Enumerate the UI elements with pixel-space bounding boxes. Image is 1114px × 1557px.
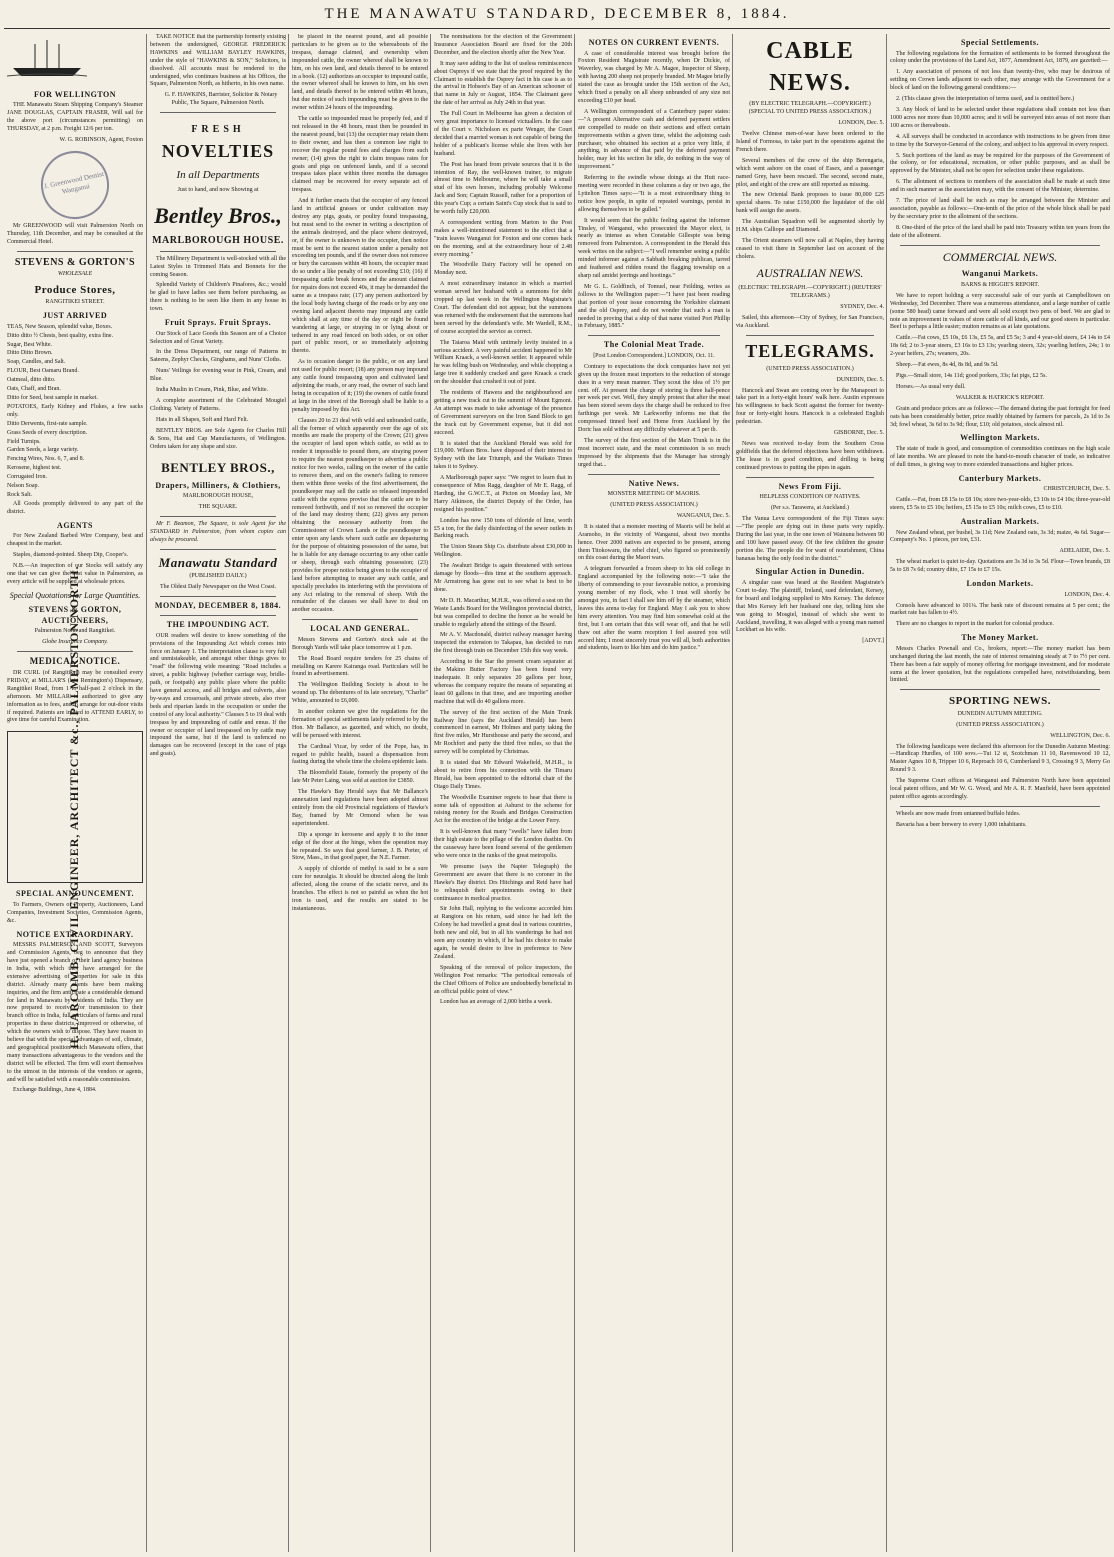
market-cattle: Cattle.—Fat cows, £5 10s, £6 13s, £5 5s, and £5 5s; 3 and 4 year-old steers, £4 14s to £4 18s 6d; 2 to 3-year steers, £3 16s to £3 13s; yearling steers, 32s; yearling heifers, 24s; 1 to 2-year heifers, 27s; weaners, 20s. — [890, 335, 1110, 358]
market-text: New Zealand wheat, per bushel, 3s 11d; New Zealand oats, 3s 3d; maize, 4s 6d. Sugar—Company's No. 1 pieces, per ton, £31. — [890, 529, 1110, 544]
dress-text: In the Dress Department, our range of Patterns in Sateens, Zephyr Checks, Ginghams, and Nuns' Cloths. — [150, 349, 286, 364]
wellington-markets: Wellington Markets. — [960, 433, 1040, 443]
greenwood-notice: Mr GREENWOOD will visit Palmerston North on Thursday, 11th December, and may be consulted at the Commercial Hotel. — [7, 222, 143, 245]
local-item: London has an average of 2,000 births a week. — [440, 999, 552, 1006]
local-item: The Taiaroa Maid with untimely levity insisted in a serious accident. A very painful accident happened to Mr William Kraack, a well-known settler. It appeared while he was felling bush on Wednesday, and while chopping a large tree it suddenly cracked and gave Kraack a crack on the shoulder that crushed it out of joint. — [434, 339, 572, 386]
steamer-signature: W. G. ROBINSON, Agent, Foxton — [59, 137, 143, 144]
splendid-text: Splendid Variety of Children's Pinafores, &c.; would be glad to have ladies see them before purchasing, as there is nothing to be seen like them in any house in town. — [150, 282, 286, 313]
nb-note: N.B.—An inspection of our Stocks will satisfy any one that we can give the best value in Palmerston, as every article will be supplied at wholesale prices. — [7, 562, 143, 585]
article-paragraph: The cattle so impounded must be properly fed, and if not released in the 48 hours, must then be pounded in the nearest pound, but (13) the occupier may retain them to their owner, and has then a common law right to recover the regular pound fees and charges from such owner; (14) gives the right to claim trespass rates for goats and pigs on unfenced lands, and if a second trespass takes place within three months the damages claimed may be recovered for every separate act of trespass. — [292, 116, 428, 194]
globe-insurance: Globe Insurance Company. — [42, 639, 108, 646]
regulation-item: 1. Any association of persons of not less than twenty-five, who may be desirous of settling on Crown lands adjacent to each other, may arrange with the Government for a block of land on the following general conditions:— — [890, 69, 1110, 92]
regulation-item: 4. All surveys shall be conducted in accordance with instructions to be given from time to time by the Surveyor-General of the colony, and subject to his approval in every respect. — [890, 133, 1110, 148]
issue-date: MONDAY, DECEMBER 8, 1884. — [154, 600, 282, 610]
australian-markets: Australian Markets. — [960, 516, 1040, 526]
local-item: The Full Court in Melbourne has given a decision of very great importance to licensed victuallers. In the case of the Court v. Nicholson ex parte Wenger, the Court decided that a married woman is not capable of being the holder of a publican's license while she lives with her husband. — [434, 111, 572, 157]
list-item: POTATOES, Early Kidney and Flukes, a few sacks only. — [7, 403, 143, 418]
millinery-text: The Millinery Department is well-stocked with all the Latest Styles in Trimmed Hats and Bonnets for the coming Season. — [150, 255, 286, 278]
divider — [160, 596, 276, 597]
palmerston-location: Palmerston North and Rangitikei. — [34, 628, 116, 635]
dateline: ADELAIDE, Dec. 5. — [1059, 548, 1110, 555]
local-item: A Marlborough paper says: "We regret to learn that in consequence of Miss Ragg, daughter of Mr E. Ragg, of Harding, the G.W.C.T., at Picton on Monday last, Mr Harry Atkinson, the district Deputy of the Order, has resigned his position." — [434, 475, 572, 513]
list-item: Corrugated Iron. — [7, 474, 47, 481]
local-item: The Road Board require tenders for 25 chains of metalling on Karere Kairanga road. Particulars will be found in advertisement. — [292, 655, 428, 678]
local-item: In another column we give the regulations for the formation of special settlements lately referred to by the Hon. Mr Ballance, as gazetted, and which, no doubt, will be perused with interest. — [292, 709, 428, 739]
column-1 — [4, 34, 146, 1552]
regulation-item: 3. Any block of land to be selected under these regulations shall contain not less than 1000 acres nor more than 10,000 acres; and it will be surveyed into areas of not more than 100 acres or thereabouts. — [890, 106, 1110, 129]
cable-item: Twelve Chinese men-of-war have been ordered to the Island of Formosa, to take part in the operations against the French there. — [736, 131, 884, 153]
column-6 — [732, 34, 887, 1552]
local-item: The Woodville Examiner regrets to hear that there is some talk of opposition at Ashurst to the scheme for raising money for the Roads and Bridges Construction Act for the erection of the bridge at the Lower Ferry. — [434, 794, 572, 825]
market-text: Consols have advanced to 101¼. The bank rate of discount remains at 5 per cent.; the market rate has fallen to 4½. — [890, 602, 1110, 617]
for-wellington-heading: FOR WELLINGTON — [33, 89, 117, 99]
local-item: A supply of chloride of methyl is said to be a sure cure for neuralgia. It should be directed along the limb affected, along the course of the sciatic nerve, and its branches. The effect is not so painful as when the hot iron is used, and the results are stated to be instantaneous. — [292, 866, 428, 912]
sporting-news-heading: SPORTING NEWS. — [949, 695, 1051, 708]
article-paragraph: be placed in the nearest pound, and all possible particulars to be given as to the whereabouts of the trespass, damage claimed, and ownership when impounded cattle, the owner whereof shall be known to him, on his own land, and details thereof to be entered in a book. (12) authorizes an occupier to impound cattle, the owner whereof shall be known to him, on his own land, and details thereof to be entered within 48 hours, but due notice of such impounding must be given to the owner within 24 hours of the impounding. — [292, 34, 428, 112]
stevens-heading: STEVENS & GORTON'S — [14, 256, 136, 268]
cable-item: The Australian Squadron will be augmented shortly by H.M. ships Calliope and Diamond. — [736, 219, 884, 234]
notes-item: It would seem that the public feeling against the informer Tinsley, of Wanganui, who prosecuted the Mayor elect, is nearly as intense as when Constable Gillespie was being removed from Palmerston. A correspondent in the Herald this week writes on the subject:—"I well remember seeing a public minded informer against a Sabbath breaking publican, tarred and feathered and ridden round the flagging township on a sharp rail amidst jeerings and hootings." — [578, 217, 730, 280]
dateline: WELLINGTON, Dec. 6. — [1050, 732, 1110, 739]
all-departments: In all Departments — [176, 169, 260, 182]
masthead: THE MANAWATU STANDARD, DECEMBER 8, 1884. — [324, 6, 790, 22]
divider — [160, 112, 276, 113]
regulation-item: 2. (This clause gives the interpretation of terms used, and is omitted here.) — [896, 96, 1075, 103]
singular-heading: Singular Action in Dunedin. — [755, 567, 865, 577]
regulation-item: 5. Such portions of the land as may be required for the purposes of the Government of the colony, or for educational, recreation, or other public purposes, and as shall be approved by the Minister, shall not be open for selection under these regulations. — [890, 152, 1110, 175]
special-quotations: Special Quotations for Large Quantities. — [9, 590, 141, 600]
australian-news-sub: (ELECTRIC TELEGRAPH.—COPYRIGHT.) (REUTERS' TELEGRAMS.) — [738, 285, 882, 300]
local-item: Mr A. V. Macdonald, district railway manager having inspected the extension to Takapau, has decided to run the first through train on December 15th this way week. — [434, 632, 572, 655]
column-4 — [430, 34, 575, 1552]
local-item: Messrs Stevens and Gorton's stock sale at the Borough Yards will take place tomorrow at 1 p.m. — [292, 636, 428, 651]
list-item: Fencing Wires, Nos. 6, 7, and 8. — [7, 456, 85, 463]
special-settlements-heading: Special Settlements. — [961, 38, 1039, 47]
local-item: The survey of the first section of the Main Trunk Railway line (says the Auckland Herald) has been commenced in earnest, Mr Holmes and party taking the first five miles, Mr Hursthouse and party the second, and Mr Rochfort and party the third five miles, so that the survey will be completed by Christmas. — [434, 709, 572, 756]
novelties-heading: NOVELTIES — [161, 141, 275, 162]
divider — [302, 619, 418, 620]
divider — [900, 689, 1100, 690]
impounding-text: OUR readers will desire to know something of the provisions of the Impounding Act which comes into force on January 1. The interpretation clause is very full and unmistakeable, and amongst other things gives to "road" the following wide meaning: "Road includes a street, a public highway (whether carriage way, bridle-path, or footpath) any public place where the public have general access, and all bridges and culverts, also by-ways and crossroads, and private streets, also river beds and riparian lands in the occupation or under the control of any local authority." Clauses 5 to 19 deal with trespass by and impounding of cattle and emus. If the owner or occupier of land trespassed on by cattle may impound the same, but if the land is unfenced no damages can be recovered (except in the case of pigs and goats). — [150, 632, 286, 758]
to-farmers: To Farmers, Owners of Property, Auctioneers, Land Companies, Investment Societies, Commission Agents, &c. — [7, 901, 143, 924]
divider — [17, 251, 133, 252]
australian-item: Sailed, this afternoon—City of Sydney, for San Francisco, via Auckland. — [736, 315, 884, 330]
market-text: Grain and produce prices are as follows:—The demand during the past fortnight for feed oats has been considerably better, price readily obtained by farmers for parcels, 2s 1d to 3s 3d; fowl wheat, 3s 6d to 3s 9d; flour, £10; old potatoes, stock almost nil. — [890, 405, 1110, 428]
local-item: The nominations for the election of the Government Insurance Association Board are fixed for the 20th December, and the election shortly after the New Year. — [434, 34, 572, 56]
advt-label: [ADVT.] — [862, 638, 884, 645]
singular-text: A singular case was heard at the Resident Magistrate's Court to-day. The plaintiff, Ireland, sued defendant, Kersey, for board and lodging supplied to Mrs Kersey. The defence that Mrs Kersey left her husband one day, telling him she was going to Mosgiel, instead of which she went to Auckland, travelling, it was alleged with a young man named Lockhart as his wife. — [736, 579, 884, 634]
native-text-2: A telegram forwarded a frozen sheep to his old college in England accompanied by the following note:—"I take the liberty of commending to your favourable notice, a promising young member of my flock, who I trust will shortly be amongst you, in fact I shall see him off by the steamer, which leaves this arena to-day for England. May I ask you to show him every attention. You may find him somewhat cold at the first, but I am certain that this will wear off, and that he will thaw out after the warm reception I feel assured you will accord him; I most sincerely trust you will all, both authorities and students, learn to like him and do him justice." — [578, 566, 730, 652]
local-item: The Hawke's Bay Herald says that Mr Ballance's annexation land regulations have been adopted almost entirely from the old Provincial regulations of Hawke's Bay, framed by Mr Ormond when he was superintendent. — [292, 789, 428, 827]
local-item: The Cardinal Vicar, by order of the Pope, has, in regard to public health, issued a dispensation from fasting during the whole time the cholera epidemic lasts. — [292, 743, 428, 766]
money-market: The Money Market. — [961, 633, 1039, 643]
just-to-hand: Just to hand, and now Showing at — [177, 186, 259, 193]
hats-text: Hats in all Shapes, Soft and Hard Felt. — [156, 416, 249, 423]
rangitikei-street: RANGITIKEI STREET. — [45, 299, 105, 306]
article-paragraph: Clauses 20 to 23 deal with wild and unbranded cattle, all the former of which apparently over the age of six months are made the property of the Crown; (21) gives the occupier of land upon which cattle, so wild as to render it impossible to pound them, are straying power to require the nearest poundkeeper to advertise a public notice for two weeks, calling on the owner of the cattle to remove them, and on the owner's failing to remove them within three weeks of the first advertisement, the poundkeeper may sell the cattle so released impounded cattle with the express proviso that the cattle are to be removed forthwith, and if not so removed the occupier of the land may destroy them; (22) gives any person obtaining the necessary authority from the Commissioner of Crown Lands or the poundkeeper to enter upon any lands where such cattle are depasturing for the purpose of obtaining possession of the same, but he is liable for any damage occurring to any other cattle or sheep, through such obtaining possession; (23) provides for proper notice being given to the occupier of land before attempting to muster any such cattle, and specially precludes its interfering with the provisions of any Act relating to the removal of sheep. With the remainder of the clauses we shall have to deal on another occasion. — [292, 417, 428, 614]
hawkins-signature: G. F. HAWKINS, Barrister, Solicitor & Notary Public, The Square, Palmerston North. — [164, 92, 278, 107]
wholesale-label: WHOLESALE — [57, 270, 93, 277]
bentley-bros-heading: BENTLEY BROS., — [161, 460, 275, 476]
dateline: GISBORNE, Dec. 5. — [833, 430, 884, 437]
local-item: Speaking of the removal of police inspectors, the Wellington Post remarks: "The periodical removals of the Chief Officers of Police are undoubtedly beneficial in an official public point of view." — [434, 964, 572, 995]
list-item: Grass Seeds of every description. — [7, 429, 88, 436]
market-text: The state of trade is good, and consumption of commodities continues on the high scale of late months. We are pleased to note the hand-to-mouth character of trade, so indicative of dull times, is giving way to more extended transactions and higher prices. — [890, 446, 1110, 468]
list-item: FLOUR, Best Oamaru Brand. — [7, 368, 79, 375]
lace-text: Our Stock of Lace Goods this Season are of a Choice Selection and of Great Variety. — [150, 330, 286, 345]
telegrams-heading: TELEGRAMS. — [745, 341, 875, 362]
column-7 — [886, 34, 1113, 1552]
marlborough-house-2: MARLBOROUGH HOUSE, — [182, 493, 253, 500]
dateline: WANGANUI, Dec. 5. — [676, 512, 730, 519]
local-item: The Wellington Building Society is about to be wound up. The debentures of its late secretary, "Charlie" White, amounted to £6,000. — [292, 682, 428, 705]
beamon-notice: Mr F. Beamon, The Square, is sole Agent for the STANDARD in Palmerston, from whom copies can always be procured. — [150, 520, 286, 543]
divider — [160, 516, 276, 517]
market-text: Cattle.—Fat, from £8 15s to £8 10s; store two-year-olds, £3 10s to £4 10s; three-year-old steers, £5 5s to £5 10s; heifers, £5 15s to £5 10s; milch cows, £5 to £10. — [890, 497, 1110, 512]
ship-icon — [7, 38, 87, 78]
colonial-meat-text-2: The survey of the first section of the Main Trunk is in the most incorrect state, and the meat commission is so much impressed by the shipments that the Manager has strongly urged that... — [578, 437, 730, 468]
list-item: Ditto Derwents, first-rate sample. — [7, 420, 88, 427]
market-sheep: Sheep.—Fat ewes, 8s 4d, 8s 8d, and 9s 5d. — [896, 362, 999, 369]
local-item: The Awahuri Bridge is again threatened with serious damage by floods—this time at the southern approach. Mr Armstrong has gone out to see what is best to be done. — [434, 563, 572, 593]
london-markets: London Markets. — [966, 579, 1034, 589]
barbed-wire-note: For New Zealand Barbed Wire Company, best and cheapest in the market. — [7, 533, 143, 548]
wanganui-markets: Wanganui Markets. — [961, 269, 1039, 279]
stamp-text: J. Greenwood Dentist Wanganui — [43, 169, 105, 196]
stevens-auctioneers: STEVENS & GORTON, AUCTIONEERS, — [28, 605, 122, 625]
corsets-text: A complete assortment of the Celebrated Mougiel Clothing. Variety of Patterns. — [150, 397, 286, 412]
dunedin-autumn: DUNEDIN AUTUMN MEETING. — [957, 710, 1043, 717]
dateline: DUNEDIN, Dec. 5. — [836, 376, 884, 383]
medical-notice-heading: MEDICAL NOTICE. — [29, 656, 121, 667]
list-item: Ditto ditto ½ Chests, best quality, extra fine. — [7, 332, 114, 339]
agents-heading: AGENTS — [57, 520, 93, 530]
united-press-label: (UNITED PRESS ASSOCIATION.) — [956, 721, 1044, 728]
divider — [160, 615, 276, 616]
regulation-item: 8. One-third of the price of the land shall be paid into Treasury within ten years from the date of the allotment. — [890, 224, 1110, 239]
list-item: Oats, Chaff, and Bran. — [7, 386, 61, 393]
marlborough-house: MARLBOROUGH HOUSE. — [152, 234, 284, 246]
steamer-notice: THE Manawatu Steam Shipping Company's Steamer JANE DOUGLAS, CAPTAIN FRASER, Will sail for the above port (circumstances permitting) on THURSDAY, at 2 p.m. Freight 12/6 per ton. — [7, 102, 143, 133]
local-item: We presume (says the Napier Telegraph) the Government are aware that there is no coroner in the Hawke's Bay district. Drs Hitchings and Reid have had to relinquish their appointments owing to their continuance in medical practice. — [434, 863, 572, 902]
notes-heading: NOTES ON CURRENT EVENTS. — [588, 38, 720, 47]
list-item: Kerosene, highest test. — [7, 465, 62, 472]
manawatu-standard-title: Manawatu Standard — [158, 554, 278, 570]
colonial-meat-sub: [Post London Correspondent.] LONDON, Oct. 11. — [593, 352, 715, 359]
cable-item: Several members of the crew of the ship Berengaria, which went ashore on the coast of Essex, and a passenger named Grey, have been rescued. The second, second mate, pilot, and eight of the crew are still reported as missing. — [736, 157, 884, 188]
staples-note: Staples, diamond-pointed. Sheep Dip, Cooper's. — [13, 552, 129, 559]
divider — [160, 549, 276, 550]
market-text: The wheat market is quiet to-day. Quotations are 3s 3d to 3s 5d. Flour—Town brands, £8 5s to £8 7s 6d; country ditto, £7 15s to £7 15s. — [890, 559, 1110, 574]
divider — [588, 474, 720, 475]
divider — [588, 335, 720, 336]
market-text: Messrs Charles Pownall and Co., brokers, report:—The money market has been unchanged during the last month, the rate of interest remaining steady at 7 to 7½ per cent. There has been a fair supply of money offering for mortgage investment, and for moderate sums at the lower quotation, but the regulations compelled have, notwithstanding, been limited. — [890, 645, 1110, 684]
local-item: The Woodville Dairy Factory will be opened on Monday next. — [434, 262, 572, 277]
cable-item: The new Oriental Bank proposes to issue 80,000 £25 special shares. To raise £150,000 the liquidator of the old bank will assign the assets. — [736, 192, 884, 215]
local-item: It is stated that Mr Edward Wakefield, M.H.R., is about to retire from his connection with the Timaru Herald, has been appointed to the editorial chair of the Otago Daily Times. — [434, 760, 572, 790]
telegram-item: Hancock and Swan are coming over by the Manapouri to take part in a forty-eight hours' walk here. Austin expresses his willingness to back Scott against the former for twenty-four or forty-eight hours. Hancock is a celebrated English pedestrian. — [736, 387, 884, 426]
divider — [746, 477, 874, 478]
list-item: Ditto Ditto Brown. — [7, 350, 53, 357]
list-item: Nelson Soap. — [7, 483, 39, 490]
native-news-heading: Native News. — [628, 478, 680, 488]
list-item: Soap, Candles, and Salt. — [7, 359, 66, 366]
market-text: There are no changes to report in the market for colonial produce. — [896, 621, 1054, 628]
local-item: Mr D. H. Macarthur, M.H.R., was offered a seat on the Waste Lands Board for the Wellington provincial district, but was compelled to decline the honor as he would be unable to regularly attend the sittings of the Board. — [434, 597, 572, 628]
helpless-sub: HELPLESS CONDITION OF NATIVES. — [759, 494, 861, 501]
notice-extraordinary: NOTICE EXTRAORDINARY. — [16, 929, 134, 939]
just-arrived: JUST ARRIVED — [42, 311, 108, 321]
nuns-text: Nuns' Veilings for evening wear in Pink, Cream, and Blue. — [150, 368, 286, 383]
bentley-bros-title: Bentley Bros., — [154, 202, 282, 228]
colonial-meat-heading: The Colonial Meat Trade. — [603, 340, 705, 350]
market-pigs: Pigs.—Small store, 14s 11d; good porkers, 33s; fat pigs, £2 5s. — [896, 373, 1047, 380]
local-item: It is well-known that many "swells" have fallen from their high estate to the pillage of the London dustbin. On the causeway have been found several of the gentlemen who were once in the ranks of the great metropolis. — [434, 829, 572, 859]
medical-notice-text: DR CURL (of Rangitikei) may be consulted every FRIDAY, at MILLAR'S (late Remington's) Dispensary, Rangitikei Road, from 1 to half-past 2 o'clock in the afternoon. Mr MILLAR is authorized to give any information as to fees, and to arrange for out-door visits if required. Patients are invited to ATTEND EARLY, to give time for careful Examination. — [7, 670, 143, 724]
fresh-heading: FRESH — [191, 124, 245, 136]
regulation-item: 6. The allotment of sections to members of the association shall be made at such time and in such manner as the association may, with the consent of the Minister, determine. — [890, 179, 1110, 194]
divider — [900, 806, 1100, 807]
local-item: The Bloomfield Estate, formerly the property of the late Mr Peter Laing, was sold at auction for £3850. — [292, 770, 428, 785]
divider — [746, 335, 874, 336]
walker-report: WALKER & HATRICK'S REPORT. — [955, 394, 1045, 401]
local-item: London has now 150 tons of chloride of lime, worth £5 a ton, for the daily disinfecting of the sewer outlets in Barking reach. — [434, 517, 572, 540]
special-announcement: SPECIAL ANNOUNCEMENT. — [16, 889, 134, 899]
impounding-heading: THE IMPOUNDING ACT. — [166, 620, 270, 630]
local-item: It is stated that the Auckland Herald was sold for £19,000. Wilson Bros. have disposed of their interest to Sydney with the late Triumph, and the Waikato Times takes it to Sydney. — [434, 440, 572, 471]
india-text: India Muslin in Cream, Pink, Blue, and White. — [156, 387, 269, 394]
list-item: Sugar, Best White. — [7, 341, 52, 348]
colonial-meat-text: Contrary to expectations the dock companies have not yet given up the frozen meat importers to the reduction of storage dues in a very mean manner. They scout the idea of 1½ per cent. off. At present the charge of storing is three half-pence per week per cwt. Well, they simply protest that after the meat has been stored seven days the charge shall be reduced to five farthings per week. Mr Larkworthy informs me that the compressed tinned beef and Home from Auckland by the Doric has sold without any difficulty whatever at 5 per ib. — [578, 363, 730, 434]
list-item: Oatmeal, ditto ditto. — [7, 377, 56, 384]
local-item: The Post has heard from private sources that it is the intention of Ray, the well-known trainer, to migrate almost time to Melbourne, where he will take a small stud of his own horses, including probably Welcome Jack and Son; Captain Russell, rather for a proportion of this year's Cup; a certain Saint's Cup stock that is said to be worth fully £20,000. — [434, 161, 572, 216]
notes-item: A case of considerable interest was brought before the Foxton Resident Magistrate recently, when Dr Dickie, of Waverley, was charged by Mr A. Magee, Inspector of Sheep, with having 200 sheep not properly branded. Mr Magee briefly stated the case as brought under the 15th section of the Act, which fixed a penalty on all sheep unbranded of any size not exceeding £10 per head. — [578, 50, 730, 104]
bavaria-note: Bavaria has a beer brewery to every 1,000 inhabitants. — [896, 821, 1027, 828]
local-item: A correspondent writing from Marton to the Post makes a well-intentioned statement to the effect that a "train leaves Wanganui for Foxton and one comes back on the morning, and at the extraordinary hour of 2.48 every morning." — [434, 219, 572, 258]
supreme-court-note: The Supreme Court offices at Wanganui and Palmerston North have been appointed local patent offices, and Mr W. G. Wood, and Mr A. R. F. Manfield, have been appointed patent office agents accordingly. — [890, 778, 1110, 800]
article-paragraph: As to occasion danger to the public, or on any land not used for public resort; (18) any person may impound any cattle found trespassing upon and cultivated land adjoining the roads, or any road, the owner of such land being in occupation of it; (19) the owners of cattle found at large in the street of the Borough shall be liable to a penalty imposed by this Act. — [292, 359, 428, 413]
notes-item: A Wellington correspondent of a Canterbury paper states:—"A present Alternative cash and deferred payment settlers are compelled to reside on their sections and effect certain improvements within a given time, whilst the adjoining cash purchaser, who obtained his section at a price very little, if anything, in advance of that paid by the deferred payment holder, may let his section lie idle, do nothing in the way of improvement." — [578, 108, 730, 171]
list-item: Garden Seeds, a large variety. — [7, 447, 79, 454]
notes-item: Referring to the swindle whose doings at the Hutt race-meeting were recorded in these columns a day or two ago, the Lyttelton Times says:—"It is a most extraordinary thing to notice how people, in spite of repeated warnings, persist in allowing themselves to be gulled." — [578, 175, 730, 213]
bentley-sole-text: BENTLEY BROS. are Sole Agents for Charles Hill & Sons, Hat and Cap Manufacturers, of Wellington. Orders taken for any shape and size. — [150, 427, 286, 450]
article-paragraph: And it further enacts that the occupier of any fenced land in artificial grasses or under cultivation may destroy any pigs, goats, or poultry found trespassing, but must send to the owner in writing a description of the animals destroyed, and the place where destroyed, or, if the owner is unknown to the occupier, then notice must be sent to the nearest station under a penalty not exceeding ten pounds, and if the owner does not remove or bury the carcasses within 48 hours, the occupier must do so under a like penalty of not exceeding £10; (16) if trespassing cattle break fences and the amount claimed for repairs does not exceed 40s, it may be demanded the same as a trespass rate; (17) any person authorized by the local body having charge of the roads or by any one owning land adjacent thereto may impound any cattle which shall at any time of the day or night be found wandering at large, or straying in or lying about or tethered in any road fenced on both sides, or on other part of public resort, or so immediately adjoining thereto. — [292, 198, 428, 355]
list-item: TEAS, New Season, splendid value, Boxes. — [7, 323, 113, 330]
sporting-text: The following handicaps were declared this afternoon for the Dunedin Autumn Meeting:—Handicap Hurdles, of 100 sovs.—Tui 12 st, Scotchman 11 10, Ravenswood 10 12, Master Agnes 10 8, Tripper 10 6, Reproach 10 6, Cumberland 9 3, Crossing 9 3, Merry Go Round 9 3. — [890, 743, 1110, 774]
published-daily: (PUBLISHED DAILY.) — [189, 572, 247, 579]
local-item: According to the Star the present cream separator at the Makino Butter Factory has been found very inadequate. It only separates 20 gallons per hour, whereas the company require the means of separating at least 60 gallons in that time, and are importing another machine that will do 40 gallons more. — [434, 659, 572, 705]
market-text: We have to report holding a very successful sale of our yards at Campbelltown on Wednesday, 3rd December. There was a numerous attendance, and a large number of cattle (some 580 head) came forward and were all sold except two pens of beef. We are glad to note an improvement in values of store cattle of all kinds, and our good steers in particular. Beef is perhaps a little easier; mutton remains as at late quotations. — [890, 292, 1110, 331]
telegram-item: News was received to-day from the Southern Cross goldfields that the deferred objections have been withdrawn. The lease is in good condition, and drilling is being continued previous to putting the pipes in again. — [736, 441, 884, 471]
cable-item: The Orient steamers will now call at Naples, they having ceased to visit there in September last on account of the cholera. — [736, 237, 884, 260]
column-5 — [574, 34, 733, 1552]
local-general-heading: LOCAL AND GENERAL. — [310, 624, 410, 634]
notes-item: Mr G. L. Goldfinch, of Tomuel, near Feilding, writes as follows to the Wellington paper:—"I have just been reading that portion of your issue concerning the Yorkshire claimant and the old Osprey, and do not wonder that such a man is needed in proving that a ship of that name visited Port Phillip in February, 1885." — [578, 283, 730, 330]
canterbury-markets: Canterbury Markets. — [958, 473, 1042, 483]
cable-sub: (BY ELECTRIC TELEGRAPH.—COPYRIGHT.) (SPECIAL TO UNITED PRESS ASSOCIATION.) — [748, 101, 872, 116]
produce-stores: Produce Stores, — [34, 283, 116, 296]
column-2 — [146, 34, 289, 1552]
special-intro: The following regulations for the formation of settlements to be formed throughout the colony under the provisions of the Land Act, 1877, Amendment Act, 1879, are gazetted:— — [890, 50, 1110, 65]
greenwood-stamp — [35, 145, 116, 226]
monster-meeting: MONSTER MEETING OF MAORIS. — [607, 491, 701, 498]
list-item: Field Turnips. — [7, 438, 41, 445]
commercial-news-heading: COMMERCIAL NEWS. — [942, 249, 1058, 264]
local-item: Sir John Hall, replying to the welcome accorded him at Rangiora on his return, said since he had left the Colony he had travelled a great deal in various countries, both new and old, but in all his wanderings he had not seen any country in which, if he had his choice to make again, he would desire to live in preference to New Zealand. — [434, 906, 572, 960]
native-text: It is stated that a monster meeting of Maoris will be held at Aramoho, in the vicinity of Wanganui, about two months hence. Over 2000 natives are expected to be present, among them Titokowaru, the rebel chief, who figured so prominently on this coast during the Maori wars. — [578, 523, 730, 562]
tarawera-sub: (Per s.s. Tarawera, at Auckland.) — [770, 505, 850, 512]
partnership-notice: TAKE NOTICE that the partnership formerly existing between the undersigned, GEORGE FREDERICK HAWKINS and WILLIAM BAYLEY HAWKINS, under the style of "HAWKINS & SON," Solicitors, is dissolved. All accounts must be rendered to the undersigned, who continues business at his Offices, the Square, Palmerston North, as hitherto, in his own name. — [150, 34, 286, 88]
local-item: A most extraordinary instance in which a married woman served her husband with a summons for debt cropped up last week in the Wellington Magistrate's Court. The defendant did not appear, but the summons was returned with the endorsement that the summons had been served by the defendant's wife. Mr Wardell, R.M., of course accepted the service as correct. — [434, 281, 572, 335]
barns-report: BARNS & HIGGIE'S REPORT. — [961, 281, 1039, 288]
fruit-sprays: Fruit Sprays. Fruit Sprays. — [164, 318, 272, 328]
fiji-heading: News From Fiji. — [778, 481, 842, 491]
drapers: Drapers, Milliners, & Clothiers, — [155, 480, 281, 490]
cable-news-heading: CABLE NEWS. — [766, 38, 854, 96]
oldest-paper: The Oldest Daily Newspaper on the West Coast. — [159, 583, 277, 590]
united-press-label: (UNITED PRESS ASSOCIATION.) — [766, 365, 854, 372]
larcomb-text: H. LARCOMB, CIVIL ENGINEER, ARCHITECT &c., PALMERSTON NORTH. — [67, 565, 82, 1050]
local-item: The Union Steam Ship Co. distribute about £30,000 in Wellington. — [434, 544, 572, 559]
divider — [160, 251, 276, 252]
dateline: LONDON, Dec. 4. — [1064, 591, 1110, 598]
fiji-text: The Vanua Levu correspondent of the Fiji Times says:—"The people are dying out in these parts very rapidly. During the last year, in the one town of Wainunu between 90 and 100 have passed away. Of the few children the greater portion die. The people die for want of nourishment, China bananas being the only food in the district." — [736, 516, 884, 562]
all-goods-note: All Goods promptly delivered to any part of the district. — [7, 500, 143, 515]
local-item: The residents of Hawera and the neighbourhood are getting a new track cut to the summit of Mount Egmont. An attempt was made to take advantage of the presence of Government surveyors on the Iron Sand Block to get the track cut by Government expense, but it did not succeed. — [434, 390, 572, 436]
australian-news-heading: AUSTRALIAN NEWS. — [756, 265, 864, 280]
column-3 — [288, 34, 431, 1552]
list-item: Ditto for Seed, best sample in market. — [7, 395, 98, 402]
palmerson-scott-notice: MESSRS PALMERSON AND SCOTT, Surveyors and Commission Agents, beg to announce that they have just opened a branch of their land agency business in India, with which they have arranged for the extensive advertising of properties for sale in this district. Already many clients have been making inquiries, and the firm anticipate a considerable demand for land in Manawatu by residents of India. They are now prepared to receive, for transmission to their branch office in India, full particulars of farms and rural properties in these districts, improved or otherwise, of which the owners wish to dispose. They have reason to believe that with the special advantages of soil, climate, and geographical position which Manawatu offers, that many transactions advantageous to the vendors and the district will be effected. The firm will exert themselves to the utmost in the interests of the vendors or agents, and will be satisfied with a reasonable commission. — [7, 942, 143, 1083]
stock-list — [7, 324, 143, 500]
newspaper-columns — [4, 34, 1110, 1552]
dateline: LONDON, Dec. 5. — [838, 120, 884, 127]
local-item: Dip a sponge in kerosene and apply it to the inner edge of the door at the hinge, when the operation may be repeated. So says that good farmer, J. B. Porter, of Stow, Mass., in that good paper, the N.E. Farmer. — [292, 831, 428, 862]
exchange-buildings: Exchange Buildings, June 4, 1884. — [13, 1087, 97, 1094]
market-horses: Horses.—As usual very dull. — [896, 383, 966, 390]
dateline: SYDNEY, Dec. 4. — [840, 304, 884, 311]
dateline: CHRISTCHURCH, Dec. 5. — [1043, 486, 1110, 493]
regulation-item: 7. The price of land shall be such as may be arranged between the Minister and association, payable as follows:—One-tenth of the price of the whole block shall be paid by the secretary prior to the allotment of the sections. — [890, 198, 1110, 220]
wheels-note: Wheels are now made from untanned buffalo hides. — [896, 810, 1021, 817]
list-item: Rock Salt. — [7, 491, 32, 498]
masthead-rule — [4, 28, 1110, 29]
local-item: It may save adding to the list of useless reminiscences about Ospreys if we state that the proof required by the Claimant to establish the Osprey fact in his case is as to the arrival in Hobson's Bay of an American schooner of that name in July or August, 1854. The Claimant gave the date of her arrival as July 24th in that year. — [434, 60, 572, 107]
the-square: THE SQUARE. — [198, 504, 238, 511]
united-press-label: (UNITED PRESS ASSOCIATION.) — [610, 502, 698, 509]
divider — [900, 245, 1100, 246]
